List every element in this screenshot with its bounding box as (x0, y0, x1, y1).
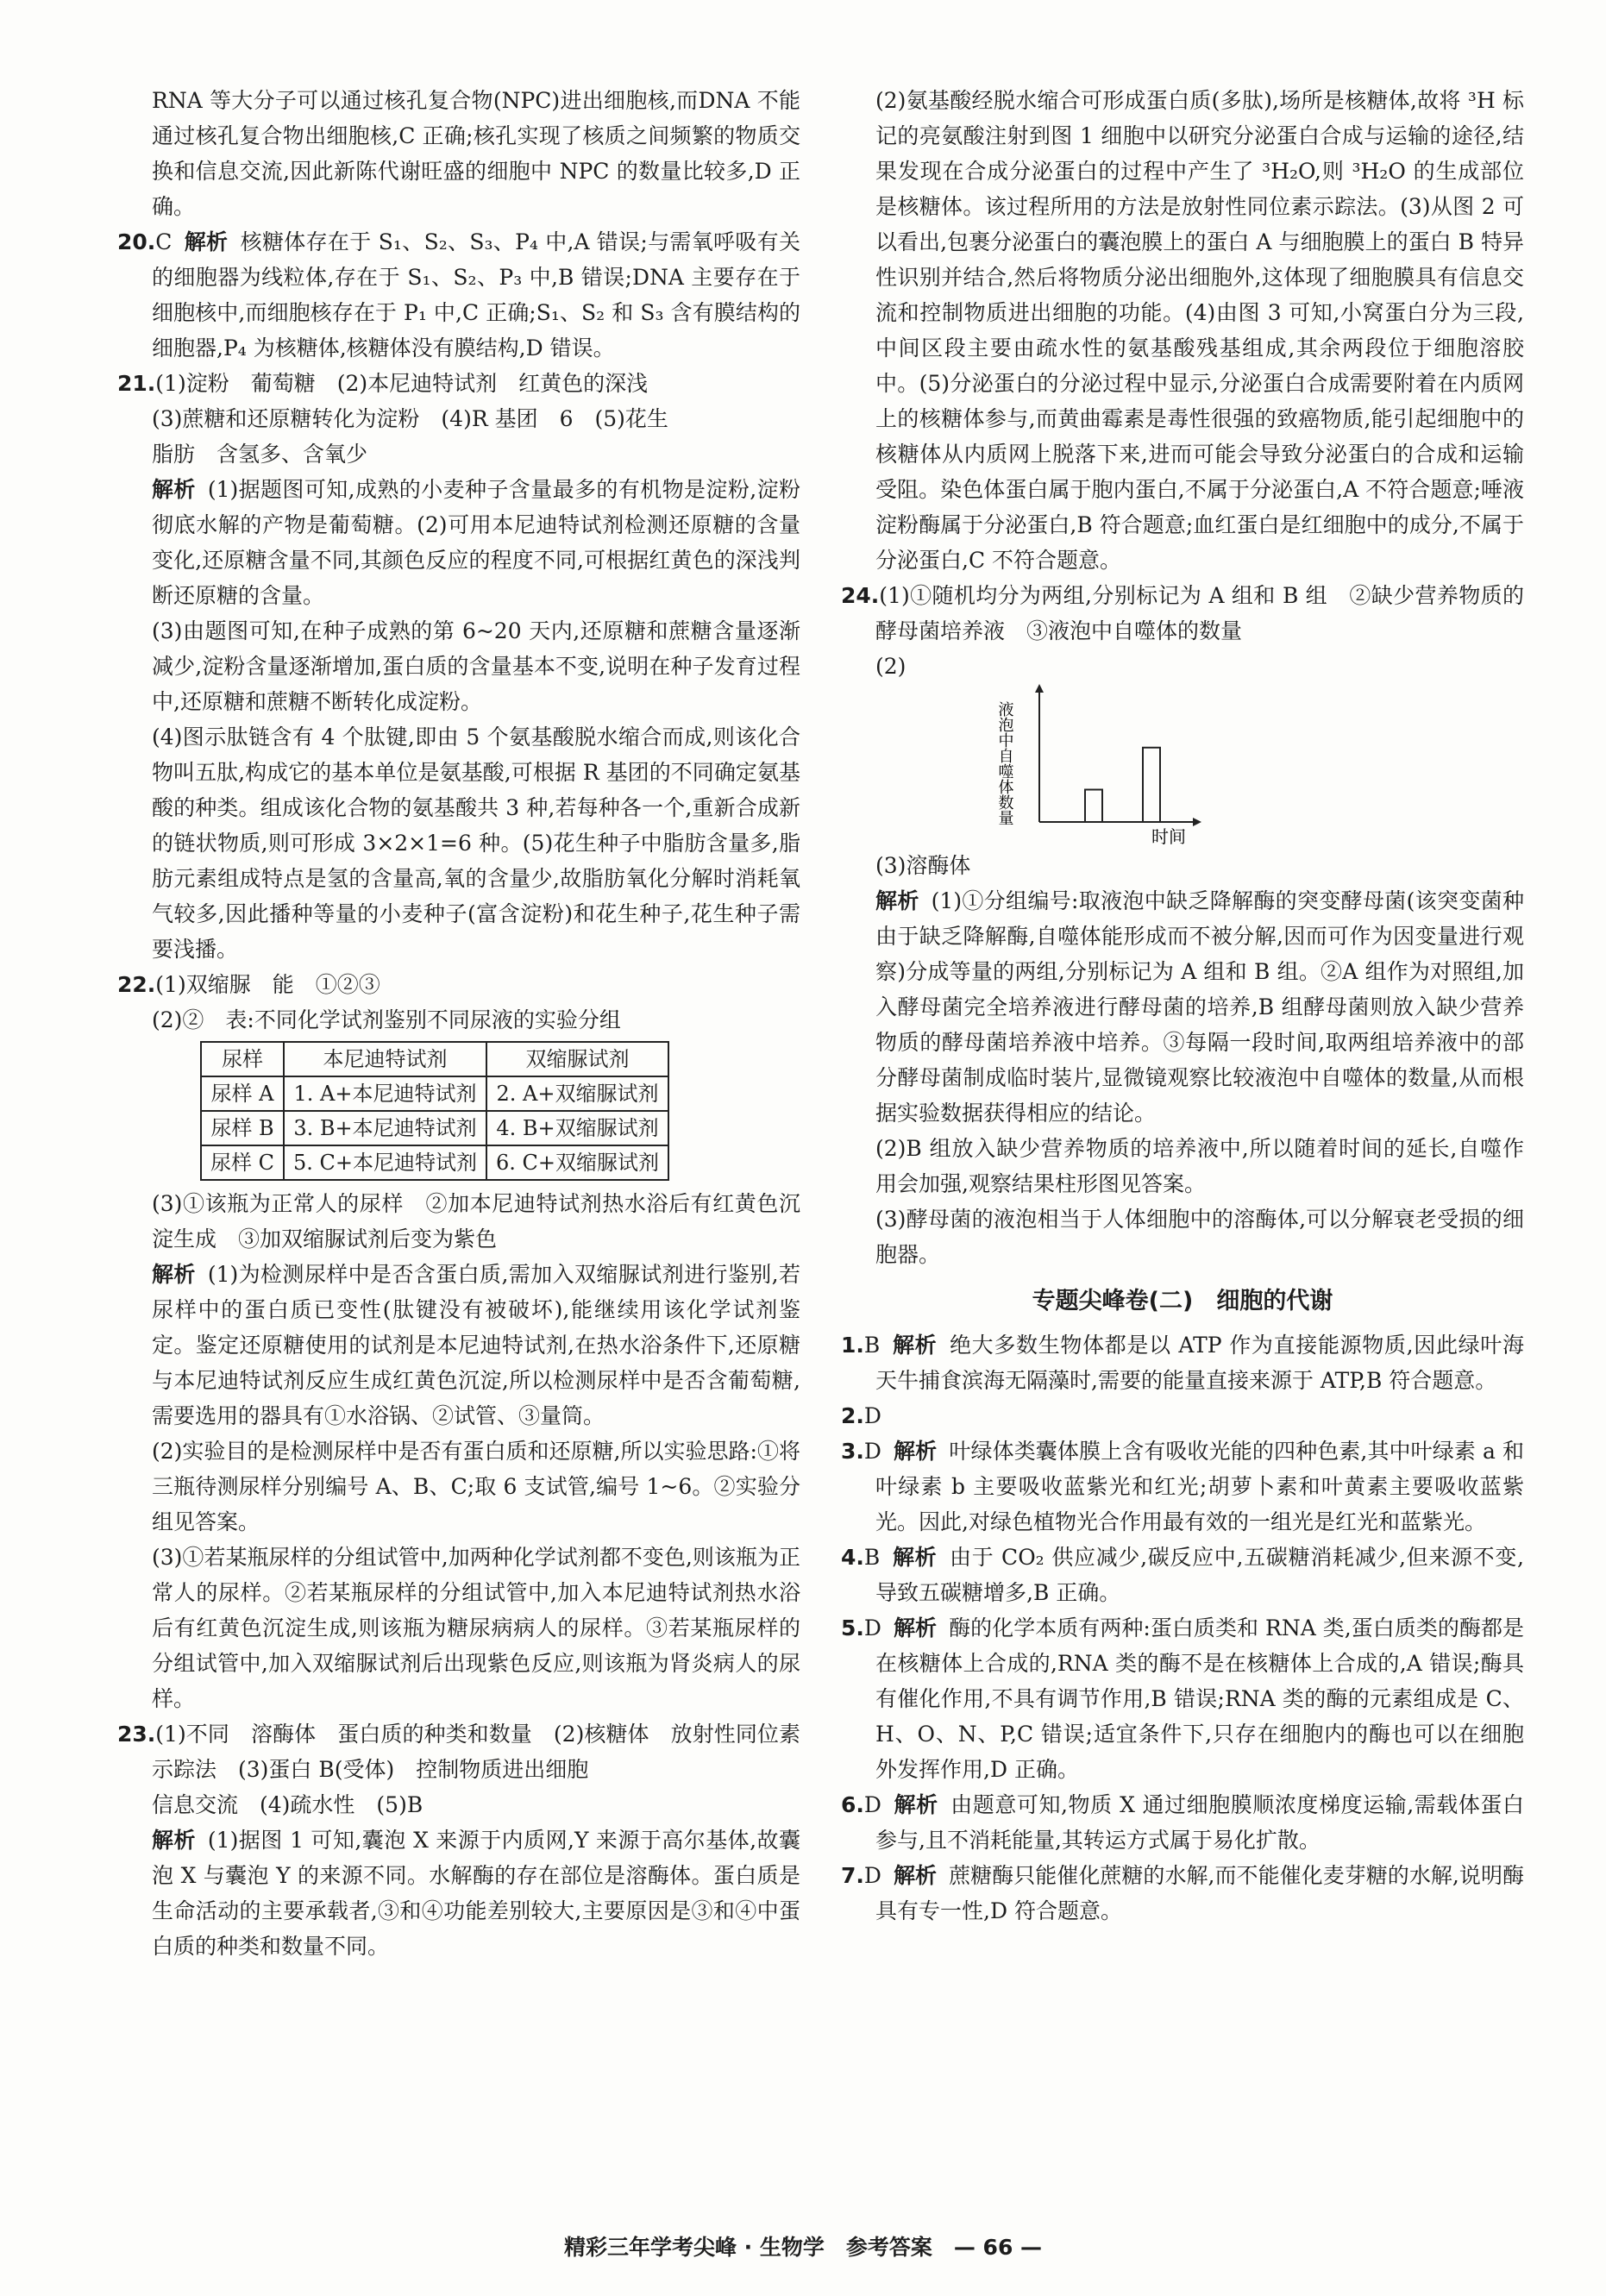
analysis-text: (1)为检测尿样中是否含蛋白质,需加入双缩脲试剂进行鉴别,若尿样中的蛋白质已变性(肽键没有被破坏),能继续用该化学试剂鉴定。鉴定还原糖使用的试剂是本尼迪特试剂,在热水浴条件下,还原糖与本尼迪特试剂反应生成红黄色沉淀,所以检测尿样中是否含葡萄糖,需要选用的器具有①水浴锅、②试管、③量筒。 (152, 1262, 800, 1428)
answer-letter: C (155, 229, 173, 254)
x-axis-label: 时间 (1151, 826, 1186, 847)
table-cell: 4. B+双缩脲试剂 (486, 1111, 668, 1145)
answer-letter: B (863, 1545, 881, 1570)
answer-text: (1)①随机均分为两组,分别标记为 A 组和 B 组 ②缺少营养物质的酵母菌培养液 ③液泡中自噬体的数量 (875, 583, 1524, 643)
bars-group (1085, 748, 1160, 822)
answer-text: (1)不同 溶酶体 蛋白质的种类和数量 (2)核糖体 放射性同位素示踪法 (3)蛋白 B(受体) 控制物质进出细胞 (152, 1722, 800, 1782)
analysis-text: 蔗糖酶只能催化蔗糖的水解,而不能催化麦芽糖的水解,说明酶具有专一性,D 符合题意。 (875, 1863, 1524, 1923)
answer-23 (117, 1716, 800, 1787)
analysis-21 (117, 472, 800, 613)
analysis-text: 核糖体存在于 S₁、S₂、S₃、P₄ 中,A 错误;与需氧呼吸有关的细胞器为线粒体,存在于 S₁、S₂、P₃ 中,B 错误;DNA 主要存在于细胞核中,而细胞核存在于 P₁ 中,C 正确;S₁、S₂ 和 S₃ 含有膜结构的细胞器,P₄ 为核糖体,核糖体没有膜结构,D 错误。 (152, 229, 800, 361)
analysis-text: 叶绿体类囊体膜上含有吸收光能的四种色素,其中叶绿素 a 和叶绿素 b 主要吸收蓝紫光和红光;胡萝卜素和叶黄素主要吸收蓝紫光。因此,对绿色植物光合作用最有效的一组光是红光和蓝紫光。 (875, 1439, 1524, 1534)
answer-letter: D (863, 1403, 881, 1428)
analysis-text: 绝大多数生物体都是以 ATP 作为直接能源物质,因此绿叶海天牛捕食滨海无隔藻时,需要的能量直接来源于 ATP,B 符合题意。 (875, 1333, 1524, 1393)
list-item (841, 1610, 1524, 1787)
answer-22 (117, 967, 800, 1002)
list-item (841, 1858, 1524, 1929)
table-header-cell: 本尼迪特试剂 (284, 1042, 486, 1076)
answer-list (841, 1327, 1524, 1929)
analysis-tag: 解析 (892, 1333, 938, 1358)
list-item (841, 1433, 1524, 1540)
paragraph: RNA 等大分子可以通过核孔复合物(NPC)进出细胞核,而DNA 不能通过核孔复合物出细胞核,C 正确;核孔实现了核质之间频繁的物质交换和信息交流,因此新陈代谢旺盛的细胞中 NPC 的数量比较多,D 正确。 (152, 88, 800, 219)
analysis-22 (117, 1257, 800, 1433)
answer-letter: B (863, 1333, 881, 1358)
x-axis-arrow-icon (1193, 818, 1201, 826)
question-number: 5. (841, 1615, 864, 1640)
question-number: 2. (841, 1403, 864, 1428)
analysis-text: (1)①分组编号:取液泡中缺乏降解酶的突变酵母菌(该突变菌种由于缺乏降解酶,自噬体能形成而不被分解,因而可作为因变量进行观察)分成等量的两组,分别标记为 A 组和 B 组。②A 组作为对照组,加入酵母菌完全培养液进行酵母菌的培养,B 组酵母菌则放入缺少营养物质的酵母菌培养液中培养。③每隔一段时间,取两组培养液中的部分酵母菌制成临时装片,显微镜观察比较液泡中自噬体的数量,从而根据实验数据获得相应的结论。 (875, 888, 1524, 1126)
analysis-text: (1)据题图可知,成熟的小麦种子含量最多的有机物是淀粉,淀粉彻底水解的产物是葡萄糖。(2)可用本尼迪特试剂检测还原糖的含量变化,还原糖含量不同,其颜色反应的程度不同,可根据红黄色的深浅判断还原糖的含量。 (152, 477, 800, 608)
answer-text: (2) (875, 654, 907, 679)
y-axis-label: 液泡中自噬体数量 (995, 701, 1014, 825)
section-title: 专题尖峰卷(二) 细胞的代谢 (1032, 1288, 1333, 1314)
table-cell: 尿样 C (201, 1145, 284, 1180)
analysis-tag: 解析 (152, 1262, 196, 1287)
answer-20 (117, 224, 800, 366)
answer-letter: D (863, 1439, 881, 1464)
table-caption: (2)② 表:不同化学试剂鉴别不同尿液的实验分组 (152, 1007, 621, 1032)
right-column (841, 83, 1524, 1929)
bar-A (1085, 790, 1102, 823)
analysis-text: (2)氨基酸经脱水缩合可形成蛋白质(多肽),场所是核糖体,故将 ³H 标记的亮氨酸注射到图 1 细胞中以研究分泌蛋白合成与运输的途径,结果发现在合成分泌蛋白的过程中产生了 ³H₂O,则 ³H₂O 的生成部位是核糖体。该过程所用的方法是放射性同位素示踪法。(3)从图 2 可以看出,包裹分泌蛋白的囊泡膜上的蛋白 A 与细胞膜上的蛋白 B 特异性识别并结合,然后将物质分泌出细胞外,这体现了细胞膜具有信息交流和控制物质进出细胞的功能。(4)由图 3 可知,小窝蛋白分为三段,中间区段主要由疏水性的氨基酸残基组成,其余两段位于细胞溶胶中。(5)分泌蛋白的分泌过程中显示,分泌蛋白合成需要附着在内质网上的核糖体参与,而黄曲霉素是毒性很强的致癌物质,能引起细胞中的核糖体从内质网上脱落下来,进而可能会导致分泌蛋白的合成和运输受阻。染色体蛋白属于胞内蛋白,不属于分泌蛋白,A 不符合题意;唾液淀粉酶属于分泌蛋白,B 符合题意;血红蛋白是红细胞中的成分,不属于分泌蛋白,C 不符合题意。 (875, 88, 1524, 573)
table-cell: 2. A+双缩脲试剂 (486, 1076, 668, 1111)
analysis-text: (3)①若某瓶尿样的分组试管中,加两种化学试剂都不变色,则该瓶为正常人的尿样。②若某瓶尿样的分组试管中,加入本尼迪特试剂热水浴后有红黄色沉淀生成,则该瓶为糖尿病病人的尿样。③若某瓶尿样的分组试管中,加入双缩脲试剂后出现紫色反应,则该瓶为肾炎病人的尿样。 (152, 1545, 800, 1711)
question-number: 20. (117, 229, 156, 254)
analysis-24 (841, 883, 1524, 1131)
analysis-tag: 解析 (152, 1828, 196, 1853)
y-axis-arrow-icon (1035, 684, 1044, 693)
analysis-text: (3)酵母菌的液泡相当于人体细胞中的溶酶体,可以分解衰老受损的细胞器。 (875, 1207, 1524, 1267)
left-column (117, 83, 800, 1964)
analysis-tag: 解析 (893, 1792, 938, 1817)
list-item (841, 1398, 1524, 1433)
table-cell: 尿样 B (201, 1111, 284, 1145)
question-number: 6. (841, 1792, 864, 1817)
analysis-tag: 解析 (893, 1863, 938, 1888)
table-row (201, 1145, 668, 1180)
answer-letter: D (863, 1615, 881, 1640)
analysis-text: 由于 CO₂ 供应减少,碳反应中,五碳糖消耗减少,但来源不变,导致五碳糖增多,B 正确。 (875, 1545, 1524, 1605)
analysis-text: (3)由题图可知,在种子成熟的第 6~20 天内,还原糖和蔗糖含量逐渐减少,淀粉含量逐渐增加,蛋白质的含量基本不变,说明在种子发育过程中,还原糖和蔗糖不断转化成淀粉。 (152, 618, 800, 714)
experiment-table (200, 1041, 669, 1181)
answer-text: (3)溶酶体 (875, 853, 971, 878)
answer-text: (1)淀粉 葡萄糖 (2)本尼迪特试剂 红黄色的深浅 (155, 371, 649, 396)
question-number: 1. (841, 1333, 864, 1358)
question-number: 23. (117, 1722, 156, 1747)
analysis-tag: 解析 (875, 888, 919, 913)
analysis-text: (1)据图 1 可知,囊泡 X 来源于内质网,Y 来源于高尔基体,故囊泡 X 与囊泡 Y 的来源不同。水解酶的存在部位是溶酶体。蛋白质是生命活动的主要承载者,③和④功能差别较大,主要原因是③和④中蛋白质的种类和数量不同。 (152, 1828, 800, 1959)
question-number: 21. (117, 371, 156, 396)
answer-text: (3)①该瓶为正常人的尿样 ②加本尼迪特试剂热水浴后有红黄色沉淀生成 ③加双缩脲试剂后变为紫色 (152, 1191, 800, 1252)
answer-24 (841, 578, 1524, 649)
question-number: 7. (841, 1863, 864, 1888)
analysis-text: (2)实验目的是检测尿样中是否有蛋白质和还原糖,所以实验思路:①将三瓶待测尿样分别编号 A、B、C;取 6 支试管,编号 1~6。②实验分组见答案。 (152, 1439, 800, 1534)
answer-text: 脂肪 含氢多、含氧少 (152, 442, 368, 467)
table-header-cell: 双缩脲试剂 (486, 1042, 668, 1076)
table-row (201, 1111, 668, 1145)
analysis-tag: 解析 (893, 1439, 938, 1464)
analysis-text: (2)B 组放入缺少营养物质的培养液中,所以随着时间的延长,自噬作用会加强,观察结果柱形图见答案。 (875, 1136, 1524, 1196)
answer-letter: D (863, 1863, 881, 1888)
question-number: 4. (841, 1545, 864, 1570)
question-number: 22. (117, 972, 156, 997)
answer-text: (3)蔗糖和还原糖转化为淀粉 (4)R 基团 6 (5)花生 (152, 406, 668, 431)
question-number: 24. (841, 583, 880, 608)
answer-21 (117, 366, 800, 401)
answer-text: (1)双缩脲 能 ①②③ (155, 972, 380, 997)
analysis-text: 酶的化学本质有两种:蛋白质类和 RNA 类,蛋白质类的酶都是在核糖体上合成的,RNA 类的酶不是在核糖体上合成的,A 错误;酶具有催化作用,不具有调节作用,B 错误;RNA 类的酶的元素组成是 C、H、O、N、P,C 错误;适宜条件下,只存在细胞内的酶也可以在细胞外发挥作用,D 正确。 (875, 1615, 1524, 1782)
table-header-row (201, 1042, 668, 1076)
analysis-23 (117, 1822, 800, 1964)
table-header-cell: 尿样 (201, 1042, 284, 1076)
bar-chart (875, 684, 1524, 848)
list-item (841, 1787, 1524, 1858)
page-footer: 精彩三年学考尖峰 · 生物学 参考答案 — 66 — (563, 2235, 1043, 2260)
analysis-tag: 解析 (184, 229, 229, 254)
analysis-tag: 解析 (892, 1545, 938, 1570)
table-row (201, 1076, 668, 1111)
table-cell: 1. A+本尼迪特试剂 (284, 1076, 486, 1111)
table-cell: 6. C+双缩脲试剂 (486, 1145, 668, 1180)
table-cell: 尿样 A (201, 1076, 284, 1111)
answer-text: 信息交流 (4)疏水性 (5)B (152, 1792, 423, 1817)
analysis-tag: 解析 (893, 1615, 938, 1640)
answer-letter: D (863, 1792, 881, 1817)
list-item (841, 1540, 1524, 1610)
analysis-text: 由题意可知,物质 X 通过细胞膜顺浓度梯度运输,需载体蛋白参与,且不消耗能量,其转运方式属于易化扩散。 (875, 1792, 1524, 1853)
analysis-tag: 解析 (152, 477, 196, 502)
analysis-text: (4)图示肽链含有 4 个肽键,即由 5 个氨基酸脱水缩合而成,则该化合物叫五肽,构成它的基本单位是氨基酸,可根据 R 基团的不同确定氨基酸的种类。组成该化合物的氨基酸共 3 种,若每种各一个,重新合成新的链状物质,则可形成 3×2×1=6 种。(5)花生种子中脂肪含量多,脂肪元素组成特点是氢的含量高,氧的含量少,故脂肪氧化分解时消耗氧气较多,因此播种等量的小麦种子(富含淀粉)和花生种子,花生种子需要浅播。 (152, 725, 800, 962)
bar-B (1143, 748, 1160, 822)
bar-chart-svg (875, 684, 1203, 848)
table-cell: 5. C+本尼迪特试剂 (284, 1145, 486, 1180)
table-cell: 3. B+本尼迪特试剂 (284, 1111, 486, 1145)
question-number: 3. (841, 1439, 864, 1464)
list-item (841, 1327, 1524, 1398)
